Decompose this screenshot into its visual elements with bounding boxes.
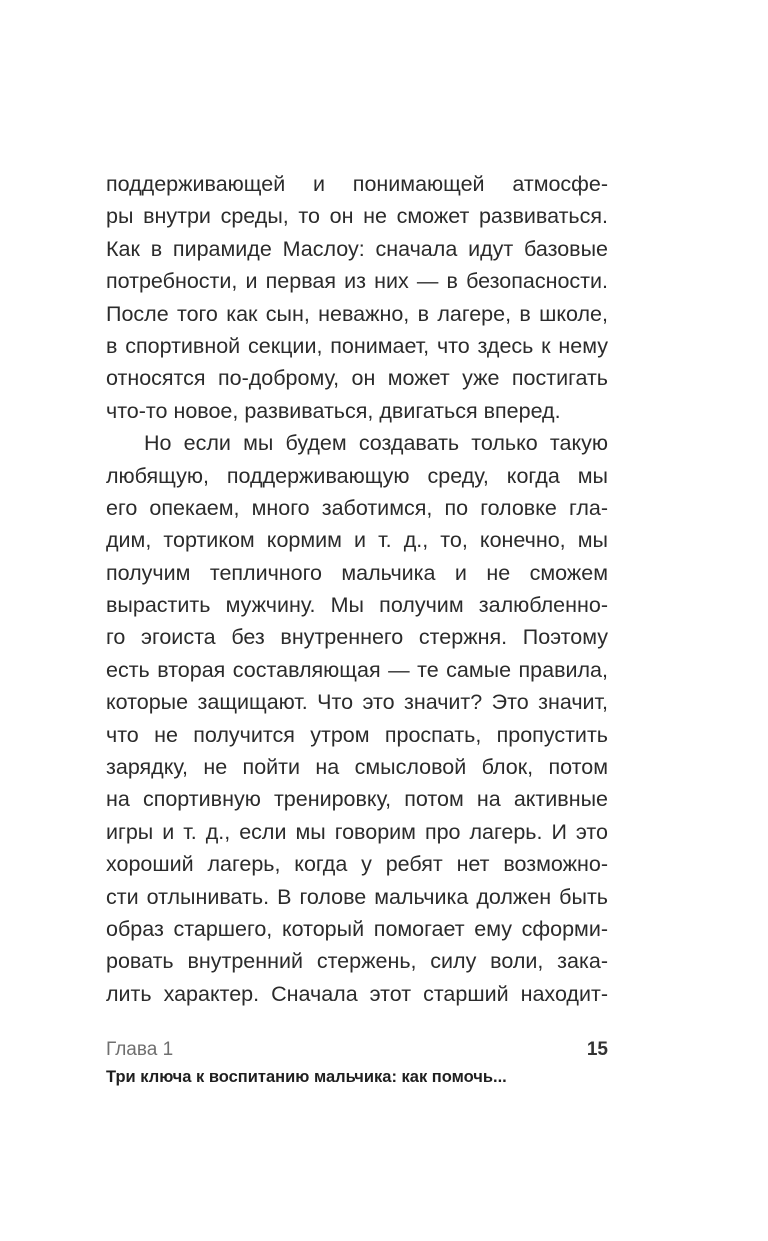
text-line: что не получится утром проспать, пропустить [106,722,608,747]
body-text [106,168,608,1010]
text-line: игры и т. д., если мы говорим про лагерь. И это [106,819,608,844]
text-line: его опекаем, много заботимся, по головке гла- [106,495,608,520]
text-line: поддерживающей и понимающей атмосфе- [106,172,608,196]
text-line: любящую, поддерживающую среду, когда мы [106,463,608,488]
text-line: Но если мы будем создавать только такую [144,431,608,456]
text-line: образ старшего, который помогает ему сформи- [106,916,608,941]
text-line: есть вторая составляющая — те самые правила, [106,657,608,682]
running-title: Три ключа к воспитанию мальчика: как помочь... [106,1068,507,1086]
text-line: на спортивную тренировку, потом на активные [106,787,608,812]
text-line: получим тепличного мальчика и не сможем [106,560,608,585]
text-line: которые защищают. Что это значит? Это значит, [106,690,608,715]
text-line: лить характер. Сначала этот старший находит- [106,981,608,1006]
text-line: вырастить мужчину. Мы получим залюбленно- [106,593,608,618]
text-line: После того как сын, неважно, в лагере, в школе, [106,301,608,326]
page-number: 15 [586,1039,608,1060]
page-footer [106,1036,608,1090]
text-line: ровать внутренний стержень, силу воли, зака- [106,949,608,974]
text-line: ры внутри среды, то он не сможет развиваться. [106,204,608,229]
text-line: сти отлынивать. В голове мальчика должен быть [106,884,608,909]
text-line: в спортивной секции, понимает, что здесь к нему [106,333,608,358]
text-line: потребности, и первая из них — в безопасности. [106,269,608,294]
text-line: дим, тортиком кормим и т. д., то, конечно, мы [106,528,608,553]
chapter-label: Глава 1 [106,1039,174,1060]
text-line: относятся по-доброму, он может уже постигать [106,366,608,391]
text-line: зарядку, не пойти на смысловой блок, потом [106,755,608,780]
text-line: что-то новое, развиваться, двигаться вперед. [106,398,561,423]
text-line: Как в пирамиде Маслоу: сначала идут базовые [106,236,608,261]
text-line: хороший лагерь, когда у ребят нет возможно- [106,852,608,877]
text-line: го эгоиста без внутреннего стержня. Поэтому [106,625,608,650]
